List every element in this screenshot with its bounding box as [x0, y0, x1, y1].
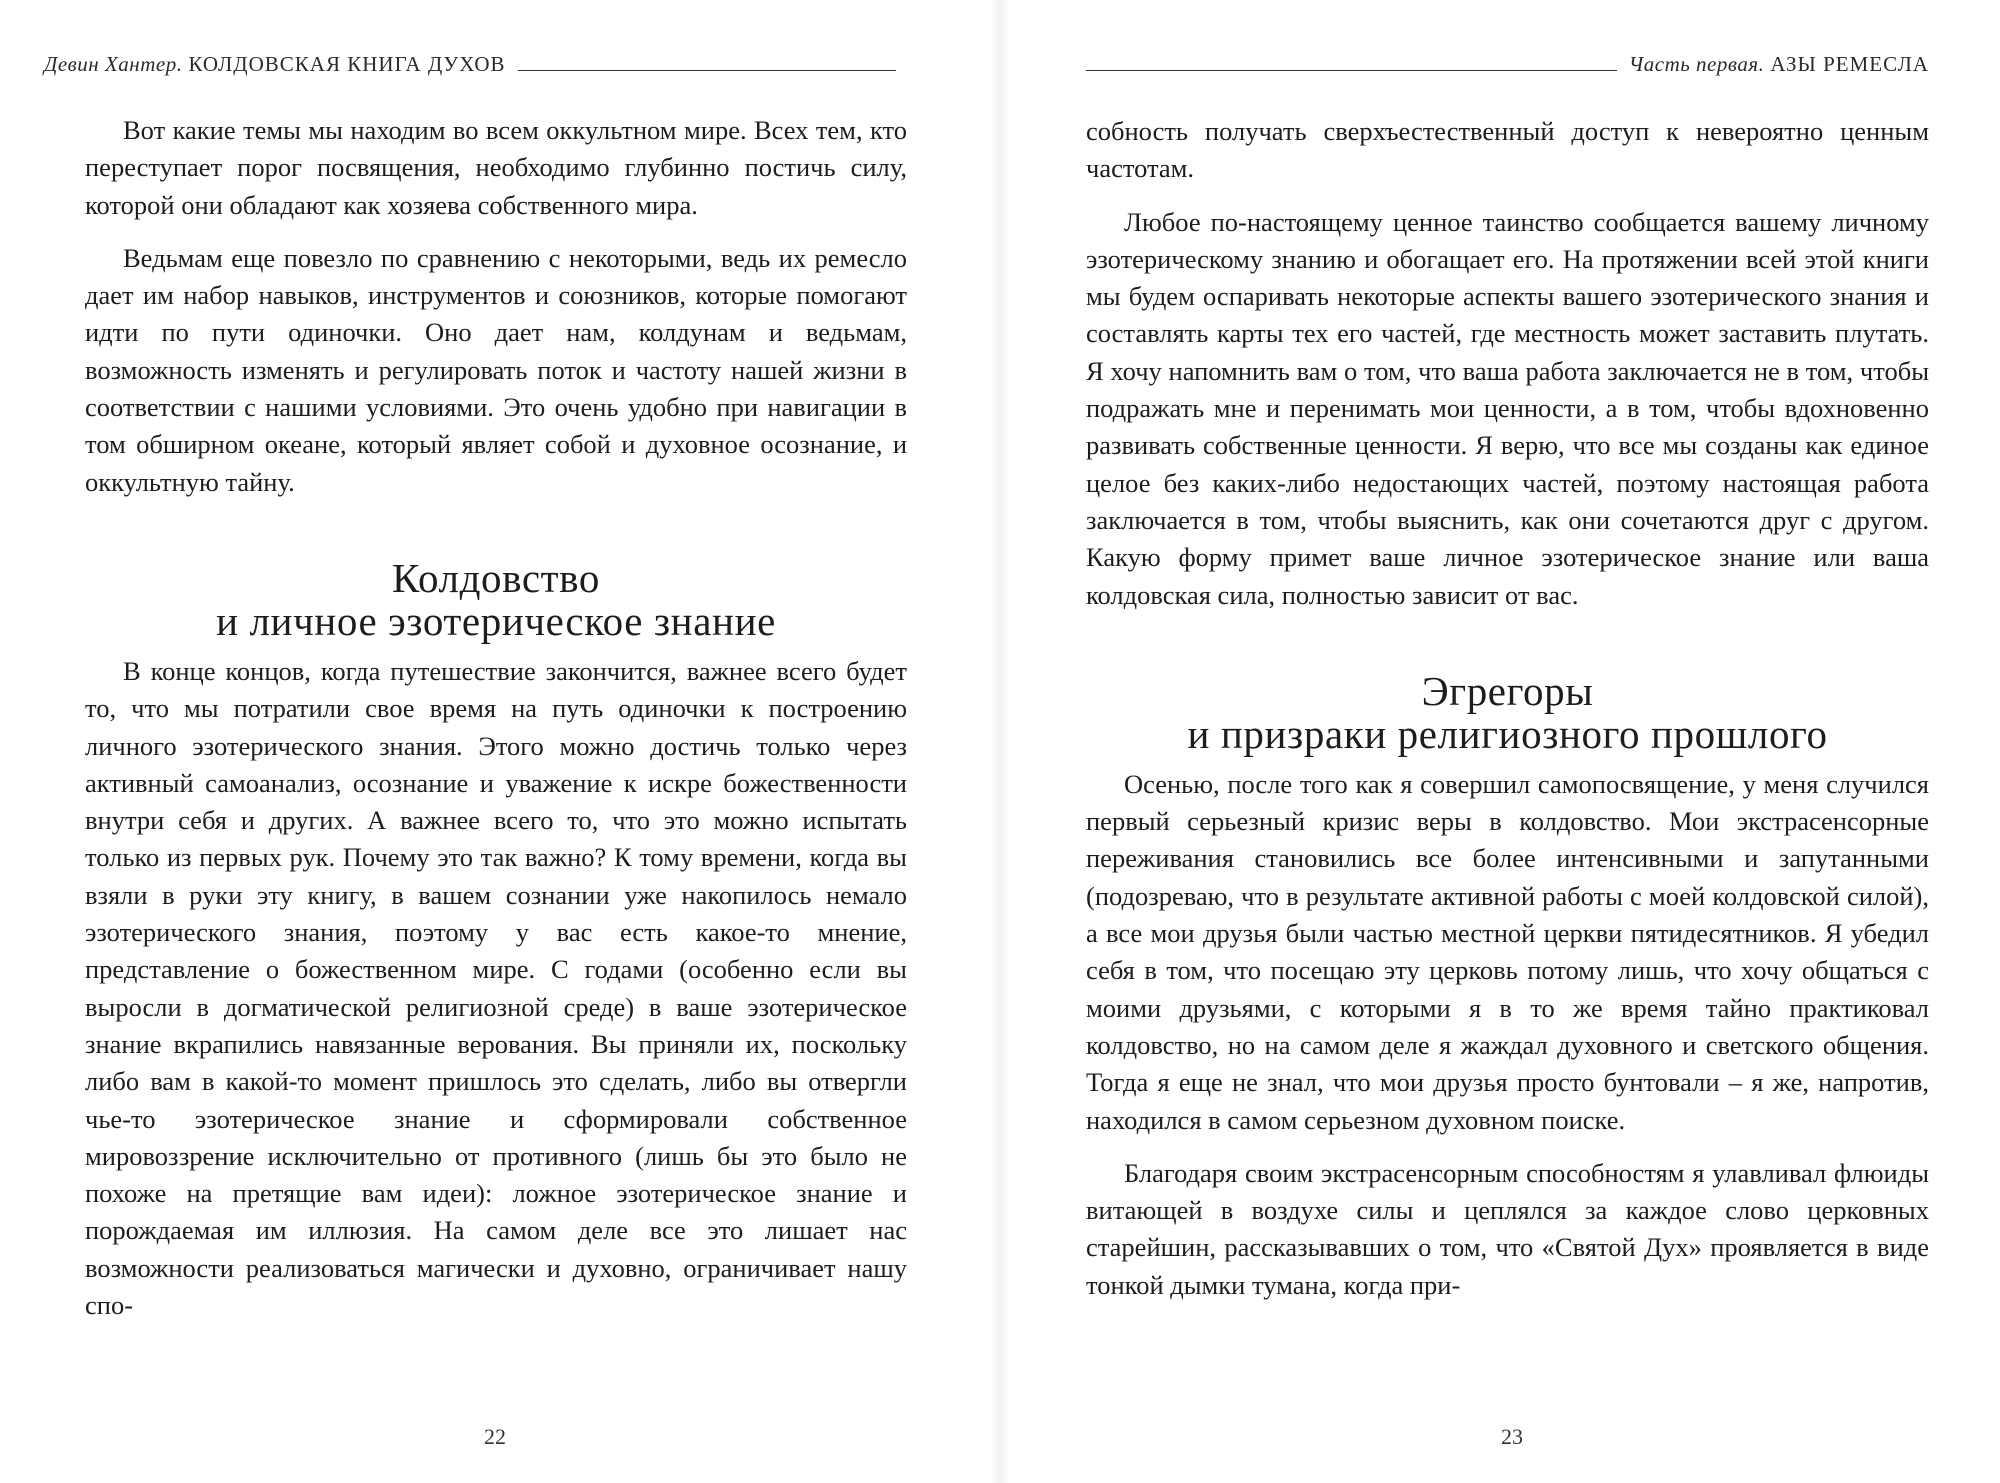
left-body-text: [85, 112, 907, 1340]
right-paragraph-3: Осенью, после того как я совершил самопосвящение, у меня случился первый серьезный кризис веры в колдовство. Мои экстрасенсорные переживания становились все более интенсивными и запутанными (подозреваю, что в результате активной работы с моей колдовской силой), а все мои друзья были частью местной церкви пятидесятников. Я убедил себя в том, что посещаю эту церковь потому лишь, что хочу общаться с моими друзьями, с которыми я в то же время тайно практиковал колдовство, но на самом деле я жаждал духовного и светского общения. Тогда я еще не знал, что мои друзья просто бунтовали – я же, напротив, находился в самом серьезном духовном поиске.: [1086, 768, 1929, 1135]
right-header-title: АЗЫ РЕМЕСЛА: [1770, 52, 1929, 76]
right-body-text: [1086, 113, 1929, 1320]
left-section-heading: [85, 554, 907, 644]
left-heading-line-2: и личное эзотерическое знание: [216, 597, 776, 644]
right-section-heading: [1086, 667, 1929, 757]
left-header-rule: [518, 70, 896, 71]
right-paragraph-4: Благодаря своим экстрасенсорным способностям я улавливал флюиды витающей в воздухе силы и цеплялся за каждое слово церковных старейшин, рассказывавших о том, что «Святой Дух» проявляется в виде тонкой дымки тумана, когда при-: [1086, 1157, 1929, 1300]
left-paragraph-3: В конце концов, когда путешествие закончится, важнее всего будет то, что мы потратили свое время на путь одиночки к построению личного эзотерического знания. Этого можно достичь только через активный самоанализ, осознание и уважение к искре божественности внутри себя и других. А важнее всего то, что это можно испытать только из первых рук. Почему это так важно? К тому времени, когда вы взяли в руки эту книгу, в вашем сознании уже накопилось немало эзотерического знания, поэтому у вас есть какое-то мнение, представление о божественном мире. С годами (особенно если вы выросли в догматической религиозной среде) в ваше эзотерическое знание вкрапились навязанные верования. Вы приняли их, поскольку либо вам в какой-то момент пришлось это сделать, либо вы отвергли чье-то эзотерическое знание и сформировали собственное мировоззрение исключительно от противного (лишь бы это было не похоже на претящие вам идеи): ложное эзотерическое знание и порождаемая им иллюзия. На самом деле все это лишает нас возможности реализоваться магически и духовно, ограничивает нашу спо-: [85, 655, 907, 1321]
right-running-header: [1086, 52, 1929, 77]
right-page-number: 23: [1501, 1424, 1523, 1449]
left-paragraph-2: Ведьмам еще повезло по сравнению с некоторыми, ведь их ремесло дает им набор навыков, инструментов и союзников, которые помогают идти по пути одиночки. Оно дает нам, колдунам и ведьмам, возможность изменять и регулировать поток и частоту нашей жизни в соответствии с нашими условиями. Это очень удобно при навигации в том обширном океане, который являет собой и духовное осознание, и оккультную тайну.: [85, 242, 907, 497]
right-paragraph-2: Любое по-настоящему ценное таинство сообщается вашему личному эзотерическому знанию и обогащает его. На протяжении всей этой книги мы будем оспаривать некоторые аспекты вашего эзотерического знания и составлять карты тех его частей, где местность может заставить плутать. Я хочу напомнить вам о том, что ваша работа заключается не в том, чтобы подражать мне и перенимать мои ценности, а в том, чтобы вдохновенно развивать собственные ценности. Я верю, что все мы созданы как единое целое без каких-либо недостающих частей, поэтому настоящая работа заключается в том, чтобы выяснить, как они сочетаются друг с другом. Какую форму примет ваше личное эзотерическое знание или ваша колдовская сила, полностью зависит от вас.: [1086, 206, 1929, 610]
right-page: [1000, 0, 2000, 1483]
right-heading-line-2: и призраки религиозного прошлого: [1187, 710, 1828, 757]
right-heading-line-1: Эгрегоры: [1421, 667, 1594, 714]
left-paragraph-1: Вот какие темы мы находим во всем оккультном мире. Всех тем, кто переступает порог посвящения, необходимо глубинно постичь силу, которой они обладают как хозяева собственного мира.: [85, 115, 907, 220]
left-page-number: 22: [484, 1424, 506, 1449]
right-header-author: Часть первая.: [1628, 52, 1765, 76]
left-header-author: Девин Хантер.: [44, 52, 183, 76]
left-header-title: КОЛДОВСКАЯ КНИГА ДУХОВ: [188, 52, 506, 76]
right-paragraph-continued: собность получать сверхъестественный доступ к невероятно ценным частотам.: [1086, 116, 1929, 184]
left-running-header: [44, 52, 908, 77]
right-header-rule: [1086, 70, 1617, 71]
left-heading-line-1: Колдовство: [392, 554, 600, 601]
